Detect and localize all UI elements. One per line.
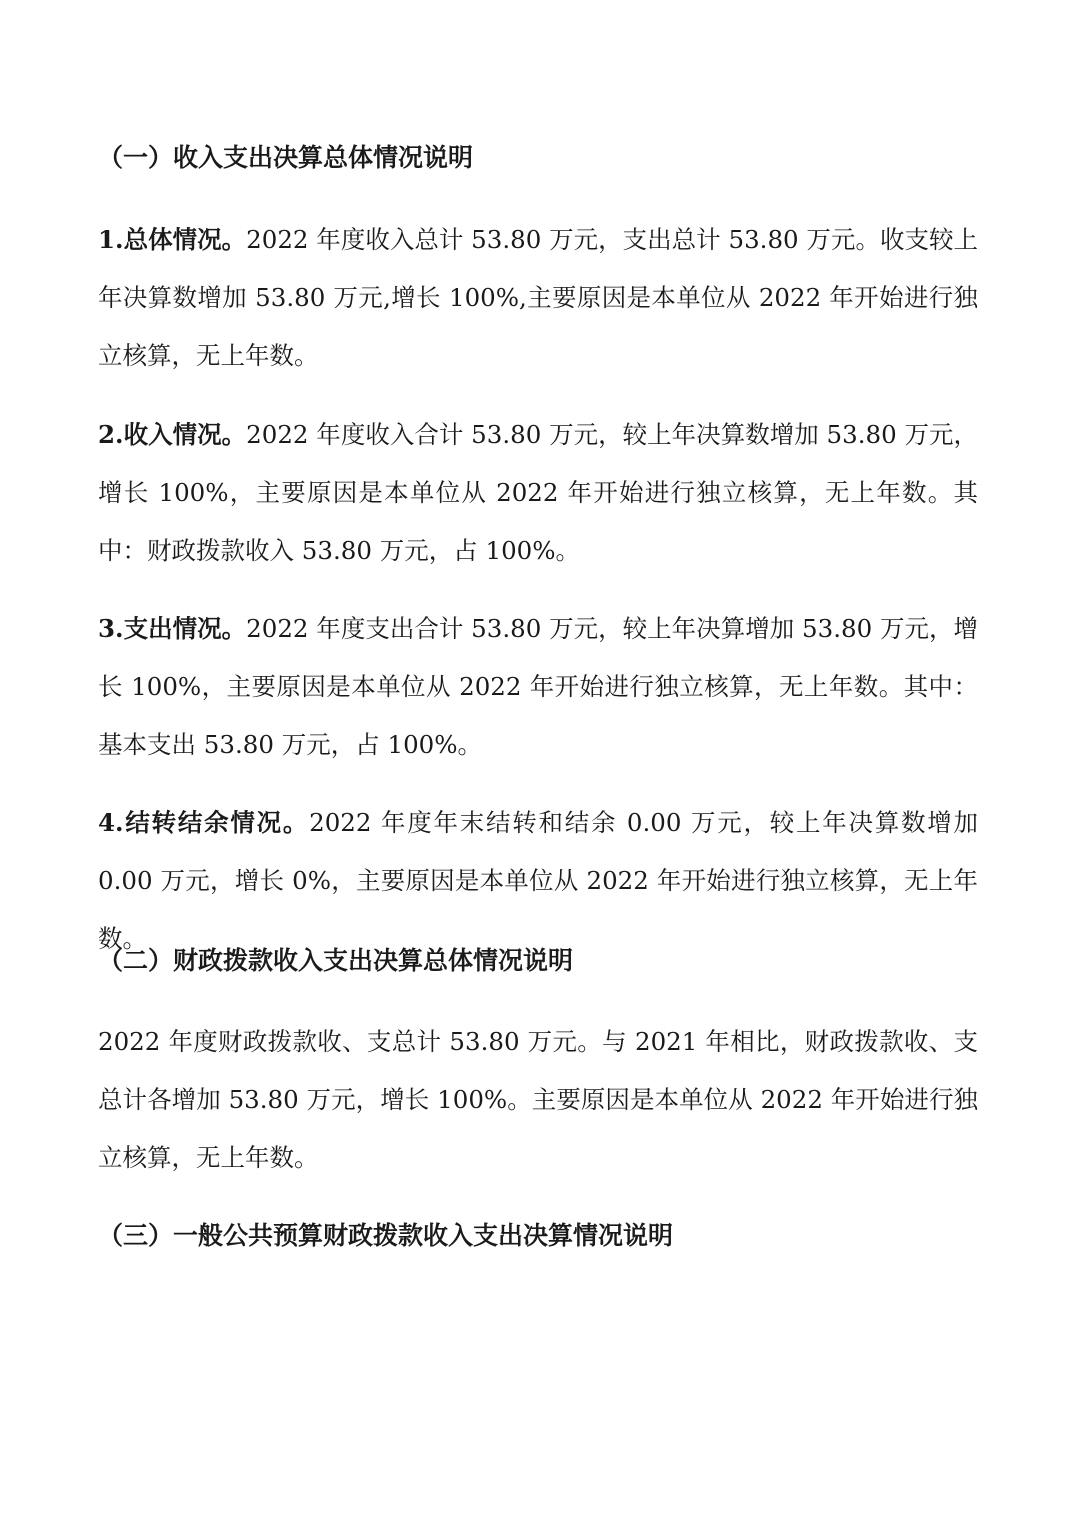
paragraph-carryover: [98, 794, 978, 968]
section-heading-3: （三）一般公共预算财政拨款收入支出决算情况说明: [98, 1221, 674, 1250]
paragraph-fiscal-appropriation: 2022 年度财政拨款收、支总计 53.80 万元。与 2021 年相比，财政拨款收、支总计各增加 53.80 万元，增长 100%。主要原因是本单位从 2022 年开始进行独立核算，无上年数。: [98, 1027, 978, 1172]
paragraph-expenditure: [98, 600, 978, 774]
section-heading-1: （一）收入支出决算总体情况说明: [98, 143, 474, 172]
paragraph-body-carryover: 2022 年度年末结转和结余 0.00 万元，较上年决算数增加 0.00 万元，增长 0%，主要原因是本单位从 2022 年开始进行独立核算，无上年数。: [98, 808, 979, 953]
paragraph-lead-expenditure: 3.支出情况。: [98, 614, 247, 643]
paragraph-body-expenditure: 2022 年度支出合计 53.80 万元，较上年决算增加 53.80 万元，增长 100%，主要原因是本单位从 2022 年开始进行独立核算，无上年数。其中：基本支出 53.80 万元，占 100%。: [98, 614, 978, 759]
paragraph-body-income: 2022 年度收入合计 53.80 万元，较上年决算数增加 53.80 万元，增长 100%，主要原因是本单位从 2022 年开始进行独立核算，无上年数。其中：财政拨款收入 53.80 万元，占 100%。: [98, 420, 978, 565]
paragraph-overall: [98, 211, 978, 385]
section-heading-2: （二）财政拨款收入支出决算总体情况说明: [98, 946, 574, 975]
paragraph-lead-overall: 1.总体情况。: [98, 225, 247, 254]
paragraph-lead-carryover: 4.结转结余情况。: [98, 808, 310, 837]
paragraph-income: [98, 406, 978, 580]
paragraph-lead-income: 2.收入情况。: [98, 420, 247, 449]
paragraph-body-overall: 2022 年度收入总计 53.80 万元，支出总计 53.80 万元。收支较上年决算数增加 53.80 万元,增长 100%,主要原因是本单位从 2022 年开始进行独立核算，无上年数。: [98, 225, 978, 370]
